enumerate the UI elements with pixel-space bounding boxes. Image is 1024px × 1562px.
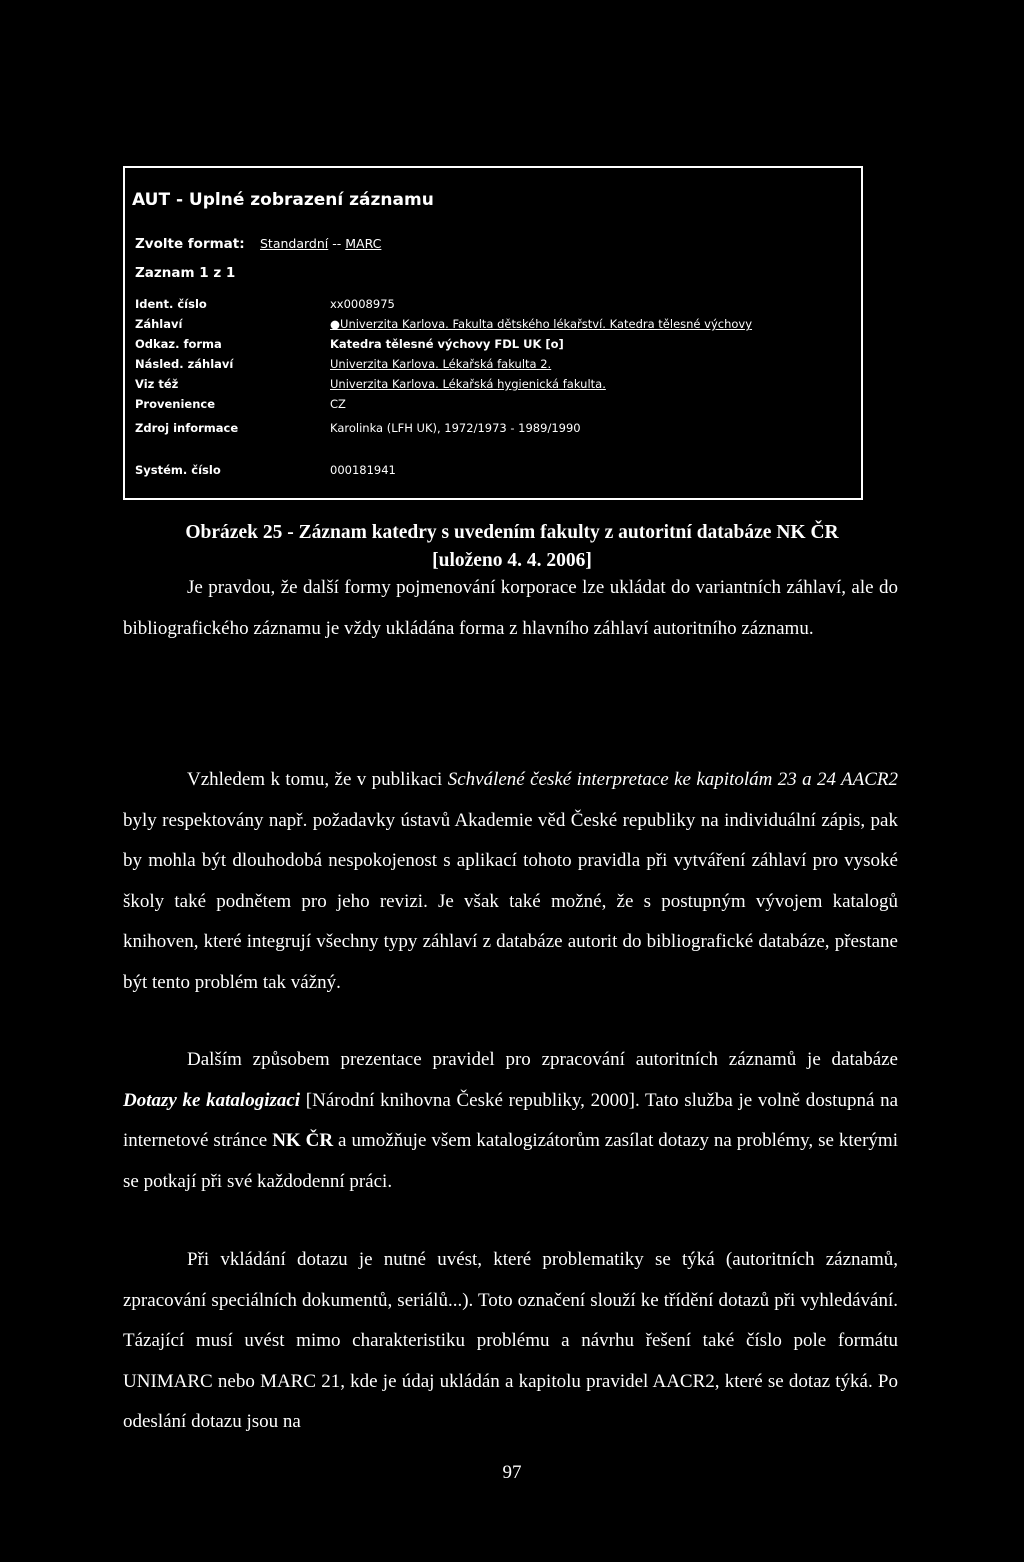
record-row: [125, 377, 861, 397]
format-marc-link[interactable]: MARC: [345, 236, 382, 251]
record-count: Zaznam 1 z 1: [135, 265, 236, 281]
publication-title: Schválené české interpretace ke kapitolám 23 a 24 AACR2: [447, 769, 898, 790]
row-value-link[interactable]: Univerzita Karlova. Lékařská hygienická fakulta.: [330, 377, 606, 391]
paragraph-text: Je pravdou, že další formy pojmenování korporace lze ukládat do variantních záhlaví, ale do bibliografického záznamu je vždy ukládána forma z hlavního záhlaví autoritního záznamu.: [123, 577, 898, 639]
row-label: Násled. záhlaví: [135, 357, 234, 371]
format-label: Zvolte format:: [135, 236, 245, 252]
screenshot-title: AUT - Uplné zobrazení záznamu: [132, 190, 434, 210]
row-value-link[interactable]: ●Univerzita Karlova. Fakulta dětského lékařství. Katedra tělesné výchovy: [330, 317, 753, 331]
row-value: xx0008975: [330, 297, 395, 311]
record-row: [125, 357, 861, 377]
caption-line-2: [uloženo 4. 4. 2006]: [432, 550, 592, 571]
nk-cr-abbrev: NK ČR: [272, 1130, 334, 1151]
text-run: Dalším způsobem prezentace pravidel pro zpracování autoritních záznamů je databáze: [187, 1049, 898, 1070]
row-label: Odkaz. forma: [135, 337, 222, 351]
format-links: [260, 236, 381, 251]
format-standard-link[interactable]: Standardní: [260, 236, 329, 251]
text-run: a umožňuje všem katalogizátorům zasílat dotazy na problémy, se kterými se potkají při své každodenní práci.: [123, 1130, 898, 1192]
paragraph-text: Při vkládání dotazu je nutné uvést, které problematiky se týká (autoritních záznamů, zpracování speciálních dokumentů, seriálů...). Toto označení slouží ke třídění dotazů při vyhledávání. Tázající musí uvést mimo charakteristiku problému a návrhu řešení také číslo pole formátu UNIMARC nebo MARC 21, kde je údaj ukládán a kapitolu pravidel AACR2, které se dotaz týká. Po odeslání dotazu jsou na: [123, 1249, 898, 1432]
row-label: Ident. číslo: [135, 297, 207, 311]
row-value: 000181941: [330, 463, 396, 477]
record-row: [125, 463, 861, 483]
record-row: [125, 397, 861, 417]
row-value-link[interactable]: Univerzita Karlova. Lékařská fakulta 2.: [330, 357, 552, 371]
text-run: byly respektovány např. požadavky ústavů Akademie věd České republiky na individuální zápis, pak by mohla být dlouhodobá nespokojenost s aplikací tohoto pravidla při vytváření záhlaví pro vysoké školy také podnětem pro jeho revizi. Je však také možné, že s postupným vývojem katalogů knihoven, které integrují všechny typy záhlaví z databáze autorit do bibliografické databáze, přestane být tento problém tak vážný.: [123, 809, 898, 993]
record-row: [125, 297, 861, 317]
row-value: CZ: [330, 397, 346, 411]
paragraph-2: [123, 760, 898, 1003]
paragraph-3: [123, 1040, 898, 1202]
record-row: [125, 421, 861, 441]
row-label: Provenience: [135, 397, 216, 411]
record-row: [125, 337, 861, 357]
row-value: Katedra tělesné výchovy FDL UK [o]: [330, 337, 564, 351]
paragraph-text: [123, 760, 898, 1003]
database-title: Dotazy ke katalogizaci: [123, 1089, 301, 1111]
row-label: Záhlaví: [135, 317, 183, 331]
caption-line-1: Obrázek 25 - Záznam katedry s uvedením fakulty z autoritní databáze NK ČR: [185, 522, 839, 543]
embedded-screenshot: [123, 166, 863, 500]
row-label: Viz též: [135, 377, 179, 391]
row-label: Zdroj informace: [135, 421, 239, 435]
text-run: [Národní knihovna České republiky, 2000]. Tato služba je volně dostupná na internetové stránce: [123, 1089, 899, 1151]
paragraph-1: [123, 568, 898, 649]
paragraph-4: [123, 1240, 898, 1443]
text-run: Vzhledem k tomu, že v publikaci: [187, 769, 448, 790]
format-separator: --: [332, 236, 342, 251]
figure-caption: [0, 519, 1024, 575]
record-row: [125, 317, 861, 337]
row-label: Systém. číslo: [135, 463, 221, 477]
page-number: 97: [502, 1462, 522, 1483]
paragraph-text: [123, 1040, 898, 1202]
row-value: Karolinka (LFH UK), 1972/1973 - 1989/1990: [330, 421, 581, 435]
